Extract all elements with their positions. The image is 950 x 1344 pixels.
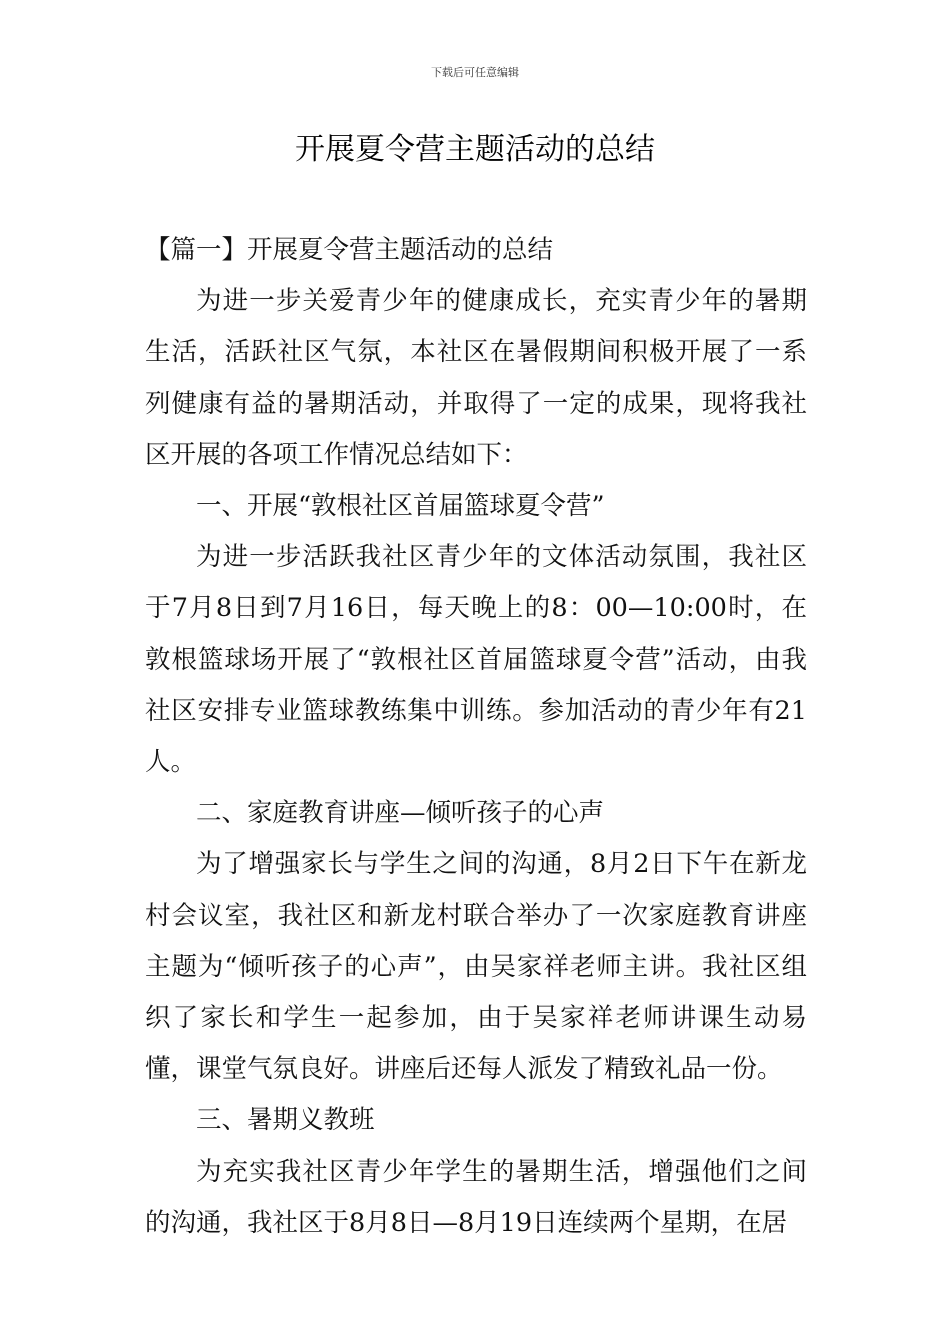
tutoring-class-paragraph: 为充实我社区青少年学生的暑期生活，增强他们之间的沟通，我社区于8月8日—8月19日连续两个星期，在居 <box>145 1156 807 1238</box>
intro-paragraph: 为进一步关爱青少年的健康成长，充实青少年的暑期生活，活跃社区气氛，本社区在暑假期间积极开展了一系列健康有益的暑期活动，并取得了一定的成果，现将我社区开展的各项工作情况总结如下： <box>145 286 807 470</box>
document-title: 开展夏令营主题活动的总结 <box>295 132 655 167</box>
basketball-camp-paragraph: 为进一步活跃我社区青少年的文体活动氛围，我社区于7月8日到7月16日，每天晚上的8：00—10:00时，在敦根篮球场开展了“敦根社区首届篮球夏令营”活动，由我社区安排专业篮球教练集中训练。参加活动的青少年有21人。 <box>145 542 807 778</box>
document-body <box>145 225 807 1249</box>
family-lecture-paragraph: 为了增强家长与学生之间的沟通，8月2日下午在新龙村会议室，我社区和新龙村联合举办了一次家庭教育讲座主题为“倾听孩子的心声”，由吴家祥老师主讲。我社区组织了家长和学生一起参加，由于吴家祥老师讲课生动易懂，课堂气氛良好。讲座后还每人派发了精致礼品一份。 <box>145 849 807 1085</box>
item-heading-basketball-camp: 一、开展“敦根社区首届篮球夏令营” <box>196 491 605 522</box>
section-heading-part-one: 【篇一】开展夏令营主题活动的总结 <box>145 235 554 265</box>
item-heading-family-lecture: 二、家庭教育讲座—倾听孩子的心声 <box>196 798 605 829</box>
header-note: 下载后可任意编辑 <box>431 66 519 79</box>
item-heading-tutoring-class: 三、暑期义教班 <box>196 1105 375 1136</box>
